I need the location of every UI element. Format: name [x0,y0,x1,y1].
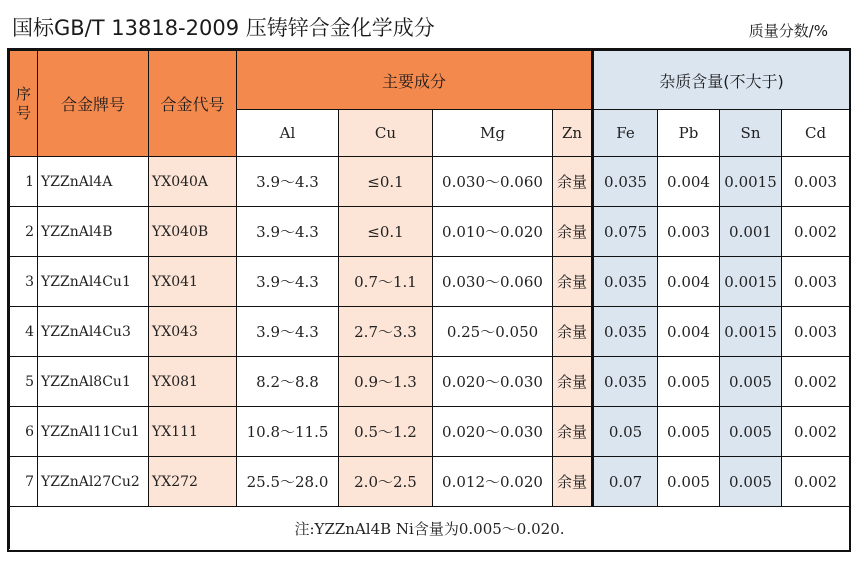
cell-cd: 0.002 [782,207,850,257]
cell-cu: ≤0.1 [339,207,433,257]
composition-table [9,50,850,549]
cell-fe: 0.05 [593,407,658,457]
header-cu: Cu [339,110,433,157]
cell-grade: YZZnAl27Cu2 [38,457,149,507]
cell-pb: 0.004 [658,157,720,207]
cell-zn: 余量 [553,407,593,457]
cell-fe: 0.035 [593,257,658,307]
cell-no: 6 [10,407,38,457]
cell-no: 4 [10,307,38,357]
cell-grade: YZZnAl8Cu1 [38,357,149,407]
table-row [10,307,850,357]
unit-label: 质量分数/% [748,22,828,40]
cell-fe: 0.035 [593,357,658,407]
table-body [10,157,850,507]
cell-zn: 余量 [553,207,593,257]
cell-cu: 0.7～1.1 [339,257,433,307]
cell-al: 3.9～4.3 [237,157,339,207]
header-al: Al [237,110,339,157]
cell-code: YX040B [149,207,237,257]
cell-pb: 0.005 [658,407,720,457]
cell-zn: 余量 [553,157,593,207]
table-row [10,257,850,307]
page-title: 国标GB/T 13818-2009 压铸锌合金化学成分 [12,16,435,40]
cell-grade: YZZnAl11Cu1 [38,407,149,457]
cell-code: YX040A [149,157,237,207]
table-note: 注:YZZnAl4B Ni含量为0.005～0.020. [10,507,850,550]
cell-no: 1 [10,157,38,207]
cell-mg: 0.010～0.020 [433,207,553,257]
cell-cd: 0.002 [782,457,850,507]
header-sn: Sn [720,110,782,157]
header-mg: Mg [433,110,553,157]
cell-grade: YZZnAl4B [38,207,149,257]
cell-fe: 0.075 [593,207,658,257]
header-pb: Pb [658,110,720,157]
cell-pb: 0.005 [658,457,720,507]
cell-fe: 0.035 [593,157,658,207]
cell-al: 10.8～11.5 [237,407,339,457]
cell-pb: 0.004 [658,257,720,307]
cell-no: 5 [10,357,38,407]
header-index: 序号 [10,51,38,157]
cell-grade: YZZnAl4Cu3 [38,307,149,357]
cell-sn: 0.001 [720,207,782,257]
cell-zn: 余量 [553,357,593,407]
cell-pb: 0.005 [658,357,720,407]
cell-cd: 0.002 [782,407,850,457]
cell-cu: 2.7～3.3 [339,307,433,357]
cell-grade: YZZnAl4A [38,157,149,207]
cell-mg: 0.020～0.030 [433,407,553,457]
cell-mg: 0.030～0.060 [433,157,553,207]
table-row [10,207,850,257]
cell-cu: 0.5～1.2 [339,407,433,457]
cell-pb: 0.004 [658,307,720,357]
cell-sn: 0.0015 [720,257,782,307]
cell-al: 25.5～28.0 [237,457,339,507]
header-zn: Zn [553,110,593,157]
cell-no: 2 [10,207,38,257]
cell-sn: 0.005 [720,457,782,507]
cell-fe: 0.07 [593,457,658,507]
cell-cu: 0.9～1.3 [339,357,433,407]
cell-code: YX272 [149,457,237,507]
cell-fe: 0.035 [593,307,658,357]
cell-al: 3.9～4.3 [237,257,339,307]
cell-mg: 0.020～0.030 [433,357,553,407]
cell-cu: ≤0.1 [339,157,433,207]
cell-sn: 0.005 [720,407,782,457]
cell-zn: 余量 [553,257,593,307]
cell-mg: 0.030～0.060 [433,257,553,307]
cell-code: YX043 [149,307,237,357]
cell-zn: 余量 [553,457,593,507]
header-alloy-code: 合金代号 [149,51,237,157]
cell-cd: 0.002 [782,357,850,407]
table-row [10,157,850,207]
composition-table-frame [7,48,851,552]
cell-pb: 0.003 [658,207,720,257]
table-row [10,457,850,507]
cell-al: 3.9～4.3 [237,307,339,357]
table-row [10,357,850,407]
cell-cd: 0.003 [782,257,850,307]
cell-cd: 0.003 [782,157,850,207]
cell-no: 7 [10,457,38,507]
cell-mg: 0.25～0.050 [433,307,553,357]
header-main-components: 主要成分 [237,51,593,110]
cell-code: YX081 [149,357,237,407]
cell-grade: YZZnAl4Cu1 [38,257,149,307]
cell-no: 3 [10,257,38,307]
cell-sn: 0.005 [720,357,782,407]
cell-sn: 0.0015 [720,307,782,357]
header-impurity: 杂质含量(不大于) [593,51,850,110]
cell-code: YX041 [149,257,237,307]
header-cd: Cd [782,110,850,157]
cell-cd: 0.003 [782,307,850,357]
cell-sn: 0.0015 [720,157,782,207]
cell-zn: 余量 [553,307,593,357]
cell-al: 8.2～8.8 [237,357,339,407]
header-alloy-grade: 合金牌号 [38,51,149,157]
table-row [10,407,850,457]
cell-al: 3.9～4.3 [237,207,339,257]
cell-cu: 2.0～2.5 [339,457,433,507]
cell-code: YX111 [149,407,237,457]
header-fe: Fe [593,110,658,157]
cell-mg: 0.012～0.020 [433,457,553,507]
